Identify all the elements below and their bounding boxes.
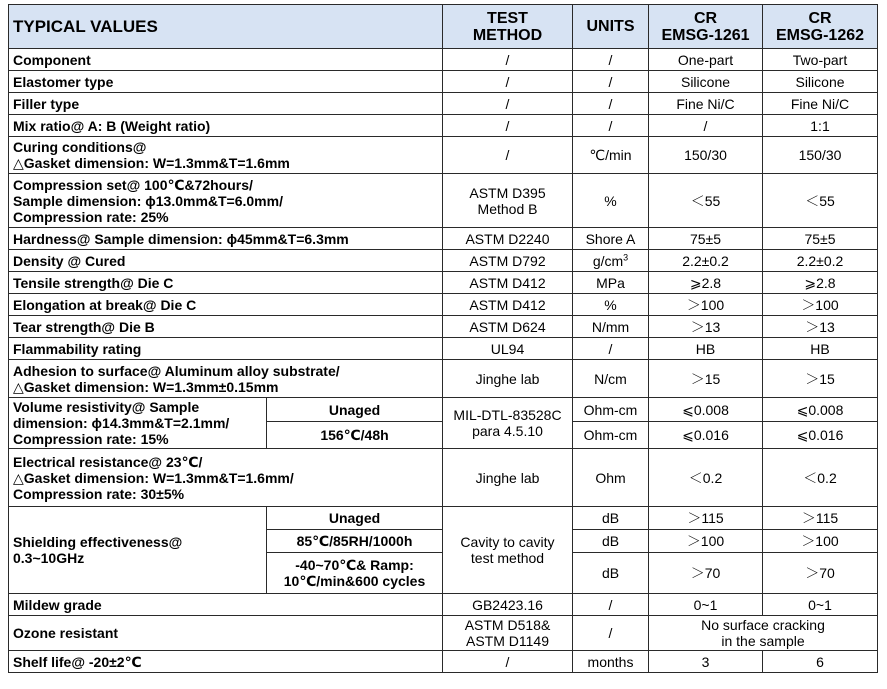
- value-a: 150/30: [649, 137, 763, 174]
- value-b: ＞13: [763, 316, 878, 338]
- value-b: Silicone: [763, 71, 878, 93]
- unit: /: [573, 49, 649, 71]
- test-method: Jinghe lab: [443, 360, 573, 398]
- property-name: Mildew grade: [9, 594, 443, 616]
- test-method: /: [443, 49, 573, 71]
- unit: /: [573, 93, 649, 115]
- property-name: Tensile strength@ Die C: [9, 272, 443, 294]
- unit: dB: [573, 530, 649, 553]
- value-b: ＞70: [763, 553, 878, 594]
- row-electrical-resistance: [9, 449, 878, 507]
- property-name-line1: Adhesion to surface@ Aluminum alloy substrate/: [13, 362, 340, 379]
- header-product-b: [763, 5, 878, 49]
- property-name: [9, 449, 443, 507]
- unit: /: [573, 616, 649, 651]
- value-a: ⩽0.008: [649, 398, 763, 422]
- value-b: Two-part: [763, 49, 878, 71]
- row-volume-resistivity-unaged: [9, 398, 878, 422]
- row-filler: [9, 93, 878, 115]
- condition-label: [267, 553, 443, 594]
- row-shelf-life: [9, 651, 878, 673]
- property-name: [9, 398, 267, 449]
- test-method-line2: para 4.5.10: [472, 423, 543, 439]
- row-elastomer: [9, 71, 878, 93]
- unit: Shore A: [573, 228, 649, 250]
- row-density: [9, 250, 878, 272]
- unit: /: [573, 338, 649, 360]
- unit: N/cm: [573, 360, 649, 398]
- condition-label: Unaged: [267, 398, 443, 422]
- condition-label: 85℃/85RH/1000h: [267, 530, 443, 553]
- test-method-line1: Cavity to cavity: [460, 534, 555, 550]
- value-a: HB: [649, 338, 763, 360]
- unit: [573, 250, 649, 272]
- unit-base: g/cm: [592, 252, 624, 269]
- value-ab: [649, 616, 878, 651]
- property-name-line2: △Gasket dimension: W=1.3mm±0.15mm: [13, 378, 279, 395]
- row-tear: [9, 316, 878, 338]
- value-a: One-part: [649, 49, 763, 71]
- value-b: ⩽0.008: [763, 398, 878, 422]
- unit-superscript: 3: [623, 251, 629, 262]
- property-name-line1: Compression set@ 100℃&72hours/: [13, 176, 253, 193]
- test-method: ASTM D412: [443, 272, 573, 294]
- value-b: ＜55: [763, 174, 878, 228]
- row-mix-ratio: [9, 115, 878, 137]
- unit: dB: [573, 507, 649, 530]
- test-method: ASTM D792: [443, 250, 573, 272]
- row-elongation: [9, 294, 878, 316]
- row-adhesion: [9, 360, 878, 398]
- value-b: ⩽0.016: [763, 422, 878, 449]
- value-a: ＞70: [649, 553, 763, 594]
- test-method: GB2423.16: [443, 594, 573, 616]
- property-name: Elongation at break@ Die C: [9, 294, 443, 316]
- value-b: Fine Ni/C: [763, 93, 878, 115]
- test-method: /: [443, 71, 573, 93]
- value-b: ＞100: [763, 530, 878, 553]
- property-name: Ozone resistant: [9, 616, 443, 651]
- property-name: Density @ Cured: [9, 250, 443, 272]
- value-a: ⩽0.016: [649, 422, 763, 449]
- value-a: ＜0.2: [649, 449, 763, 507]
- property-name: Flammability rating: [9, 338, 443, 360]
- property-name: [9, 174, 443, 228]
- value-a: ＞100: [649, 530, 763, 553]
- property-name: Filler type: [9, 93, 443, 115]
- typical-values-table: [8, 4, 878, 673]
- value-a: 75±5: [649, 228, 763, 250]
- property-name: Tear strength@ Die B: [9, 316, 443, 338]
- value-b: 1:1: [763, 115, 878, 137]
- property-name-line1: Volume resistivity@ Sample: [13, 399, 200, 415]
- value-a: 2.2±0.2: [649, 250, 763, 272]
- value-b: ＞115: [763, 507, 878, 530]
- value-a: ＞13: [649, 316, 763, 338]
- test-method: ASTM D624: [443, 316, 573, 338]
- header-product-a: [649, 5, 763, 49]
- test-method: Jinghe lab: [443, 449, 573, 507]
- value-a: ⩾2.8: [649, 272, 763, 294]
- unit: Ohm: [573, 449, 649, 507]
- test-method: [443, 174, 573, 228]
- unit: %: [573, 174, 649, 228]
- property-name-line3: Compression rate: 25%: [13, 208, 169, 225]
- header-product-a-line1: CR: [693, 9, 718, 27]
- unit: months: [573, 651, 649, 673]
- property-name: [9, 507, 267, 594]
- test-method: [443, 616, 573, 651]
- test-method: /: [443, 651, 573, 673]
- unit: ℃/min: [573, 137, 649, 174]
- test-method: [443, 507, 573, 594]
- property-name: Shelf life@ -20±2℃: [9, 651, 443, 673]
- row-flammability: [9, 338, 878, 360]
- row-ozone: [9, 616, 878, 651]
- test-method-line2: Method B: [477, 200, 538, 217]
- value-a: ＞15: [649, 360, 763, 398]
- row-mildew: [9, 594, 878, 616]
- unit: /: [573, 594, 649, 616]
- unit: dB: [573, 553, 649, 594]
- value-b: 2.2±0.2: [763, 250, 878, 272]
- value-ab-line2: in the sample: [721, 633, 805, 649]
- property-name: Hardness@ Sample dimension: ϕ45mm&T=6.3mm: [9, 228, 443, 250]
- unit: /: [573, 115, 649, 137]
- value-a: Fine Ni/C: [649, 93, 763, 115]
- condition-label: Unaged: [267, 507, 443, 530]
- header-test-method-line1: TEST: [487, 9, 528, 27]
- property-name-line3: Compression rate: 30±5%: [13, 485, 185, 502]
- test-method: UL94: [443, 338, 573, 360]
- header-product-a-line2: EMSG-1261: [661, 26, 750, 44]
- condition-label: 156℃/48h: [267, 422, 443, 449]
- property-name-line1: Curing conditions@: [13, 139, 147, 155]
- property-name: Mix ratio@ A: B (Weight ratio): [9, 115, 443, 137]
- value-a: ＜55: [649, 174, 763, 228]
- value-b: 6: [763, 651, 878, 673]
- property-name-line1: Shielding effectiveness@: [13, 534, 183, 550]
- row-curing: [9, 137, 878, 174]
- property-name-line2: Sample dimension: ϕ13.0mm&T=6.0mm/: [13, 192, 283, 209]
- property-name-line2: △Gasket dimension: W=1.3mm&T=1.6mm: [13, 155, 290, 171]
- property-name-line2: 0.3~10GHz: [13, 550, 85, 566]
- property-name-line3: Compression rate: 15%: [13, 431, 169, 447]
- unit: Ohm-cm: [573, 422, 649, 449]
- row-shielding-unaged: [9, 507, 878, 530]
- header-test-method-line2: METHOD: [472, 26, 543, 44]
- test-method-line1: MIL-DTL-83528C: [453, 407, 562, 423]
- test-method-line1: ASTM D395: [469, 184, 546, 201]
- property-name-line2: dimension: ϕ14.3mm&T=2.1mm/: [13, 415, 230, 431]
- header-row: [9, 5, 878, 49]
- value-b: 150/30: [763, 137, 878, 174]
- unit: /: [573, 71, 649, 93]
- value-a: ＞100: [649, 294, 763, 316]
- property-name-line1: Electrical resistance@ 23℃/: [13, 453, 203, 470]
- property-name: Elastomer type: [9, 71, 443, 93]
- value-ab-line1: No surface cracking: [701, 617, 825, 633]
- value-a: /: [649, 115, 763, 137]
- value-b: 0~1: [763, 594, 878, 616]
- test-method: ASTM D412: [443, 294, 573, 316]
- header-units: UNITS: [573, 5, 649, 49]
- property-name-line2: △Gasket dimension: W=1.3mm&T=1.6mm/: [13, 469, 294, 486]
- value-b: ＞15: [763, 360, 878, 398]
- header-product-b-line2: EMSG-1262: [775, 26, 865, 44]
- unit: MPa: [573, 272, 649, 294]
- row-tensile: [9, 272, 878, 294]
- value-a: 3: [649, 651, 763, 673]
- value-a: ＞115: [649, 507, 763, 530]
- value-b: ＜0.2: [763, 449, 878, 507]
- test-method: /: [443, 115, 573, 137]
- condition-label-line1: -40~70℃& Ramp:: [295, 557, 414, 573]
- test-method: /: [443, 137, 573, 174]
- unit: Ohm-cm: [573, 398, 649, 422]
- property-name: Component: [9, 49, 443, 71]
- value-a: Silicone: [649, 71, 763, 93]
- typical-values-sheet: [8, 4, 878, 673]
- row-hardness: [9, 228, 878, 250]
- test-method: /: [443, 93, 573, 115]
- row-compression-set: [9, 174, 878, 228]
- unit: N/mm: [573, 316, 649, 338]
- property-name: [9, 137, 443, 174]
- value-b: HB: [763, 338, 878, 360]
- property-name: [9, 360, 443, 398]
- test-method: [443, 398, 573, 449]
- condition-label-line2: 10℃/min&600 cycles: [283, 573, 426, 589]
- header-product-b-line1: CR: [808, 9, 832, 27]
- row-component: [9, 49, 878, 71]
- value-b: ⩾2.8: [763, 272, 878, 294]
- header-test-method: [443, 5, 573, 49]
- test-method-line1: ASTM D518&: [464, 617, 551, 633]
- test-method: ASTM D2240: [443, 228, 573, 250]
- value-b: 75±5: [763, 228, 878, 250]
- test-method-line2: test method: [470, 550, 545, 566]
- unit: %: [573, 294, 649, 316]
- value-a: 0~1: [649, 594, 763, 616]
- header-typical-values: TYPICAL VALUES: [9, 5, 443, 49]
- test-method-line2: ASTM D1149: [466, 633, 549, 649]
- value-b: ＞100: [763, 294, 878, 316]
